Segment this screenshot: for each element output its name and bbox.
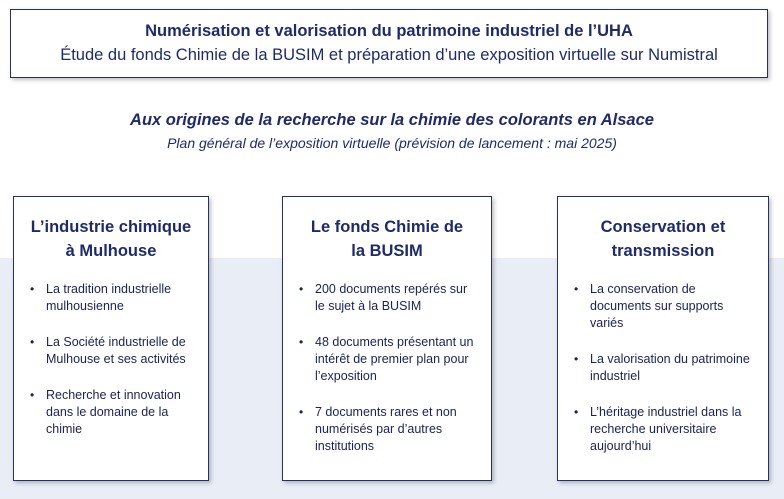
- list-item: • La Société industrielle de Mulhouse et ses activités: [46, 334, 196, 368]
- list-item: • L’héritage industriel dans la recherche universitaire aujourd’hui: [590, 404, 756, 455]
- column-title-line: Le fonds Chimie de: [310, 218, 464, 236]
- list-item: • La conservation de documents sur supports variés: [590, 281, 756, 332]
- list-item: • La tradition industrielle mulhousienne: [46, 281, 196, 315]
- list-item: • La valorisation du patrimoine industriel: [590, 351, 756, 385]
- list-item: • 7 documents rares et non numérisés par d’autres institutions: [315, 404, 479, 455]
- column-title-line: L’industrie chimique: [30, 218, 192, 236]
- column-title-line: à Mulhouse: [65, 242, 157, 260]
- exhibition-title: Aux origines de la recherche sur la chimie des colorants en Alsace: [130, 111, 654, 129]
- column-list: [558, 281, 768, 455]
- column-list: [14, 281, 208, 438]
- column-title: [558, 215, 768, 263]
- header-box: [10, 9, 768, 78]
- list-item: • Recherche et innovation dans le domaine de la chimie: [46, 387, 196, 438]
- column-title-line: transmission: [611, 242, 715, 260]
- column-title: [283, 215, 491, 263]
- column-title: [14, 215, 208, 263]
- header-subtitle: Étude du fonds Chimie de la BUSIM et préparation d’une exposition virtuelle sur Numistral: [60, 46, 718, 64]
- column-list: [283, 281, 491, 455]
- exhibition-plan: Plan général de l’exposition virtuelle (prévision de lancement : mai 2025): [167, 135, 617, 151]
- column-title-line: Conservation et: [600, 218, 726, 236]
- column-industrie-chimique: [13, 196, 209, 481]
- list-item: • 48 documents présentant un intérêt de premier plan pour l’exposition: [315, 334, 479, 385]
- column-conservation: [557, 196, 769, 481]
- list-item: • 200 documents repérés sur le sujet à la BUSIM: [315, 281, 479, 315]
- column-fonds-chimie: [282, 196, 492, 481]
- column-title-line: la BUSIM: [351, 242, 423, 260]
- header-title: Numérisation et valorisation du patrimoine industriel de l’UHA: [145, 22, 633, 40]
